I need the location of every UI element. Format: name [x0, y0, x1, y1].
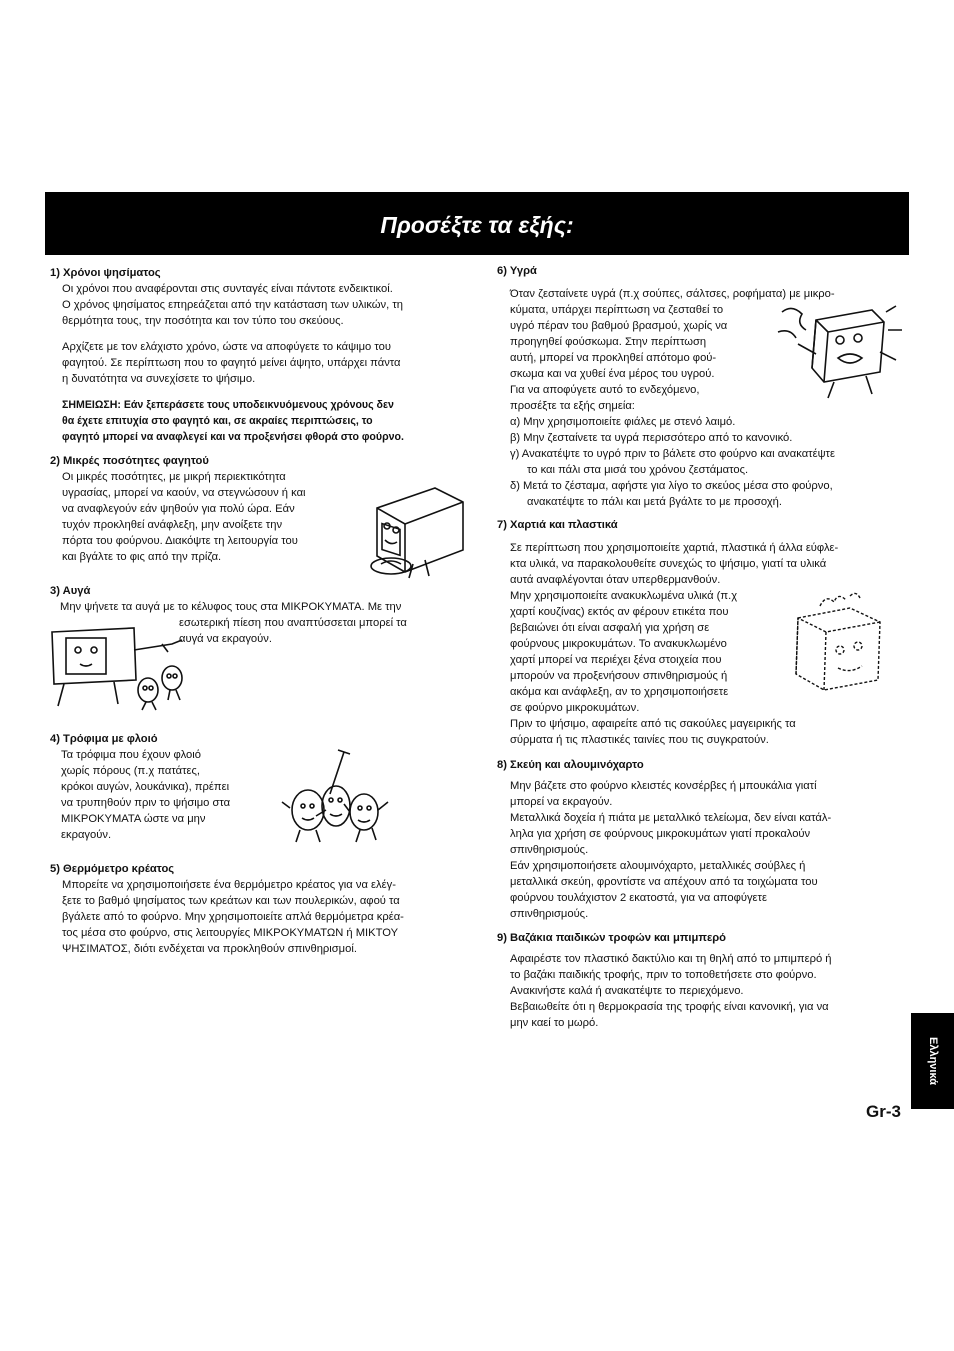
section-3-heading: 3) Αυγά: [50, 585, 91, 597]
list-item: το και πάλι στα μισά του χρόνου ζεστάματος.: [527, 464, 749, 476]
text-line: θερμότητα τους, την ποσότητα και τον τύπο του σκεύους.: [62, 315, 344, 327]
section-5-heading: 5) Θερμόμετρο κρέατος: [50, 863, 175, 875]
text-line: μην καεί το μωρό.: [510, 1017, 599, 1029]
text-line: αυγά να εκραγούν.: [179, 633, 272, 645]
text-line: να τρυπηθούν πριν το ψήσιμο στα: [61, 797, 231, 809]
text-line: ΣΗΜΕΙΩΣΗ: Εάν ξεπεράσετε τους υποδεικνυόμενους χρόνους δεν: [62, 399, 394, 411]
section-4-heading: 4) Τρόφιμα με φλοιό: [50, 733, 158, 745]
text-line: βγάλετε από το φούρνο. Μην χρησιμοποιείτε απλά θερμόμετρα κρέα-: [62, 911, 404, 923]
section-1-note: [62, 397, 404, 445]
microwave-and-eggs-illustration: [44, 620, 190, 712]
text-line: κτα υλικά, να παρακολουθείτε συνεχώς το ψήσιμο, γιατί τα υλικά: [510, 558, 827, 570]
text-line: Οι χρόνοι που αναφέρονται στις συνταγές είναι πάντοτε ενδεικτικοί.: [62, 283, 393, 295]
section-1-paragraph-1: [62, 281, 403, 329]
section-3-line-1: [60, 599, 401, 615]
microwave-with-plate-illustration: [365, 480, 470, 585]
text-line: βεβαιώνει ότι είναι ασφαλή για χρήση σε: [510, 622, 710, 634]
text-line: κρόκοι αυγών, λουκάνικα), πρέπει: [61, 781, 230, 793]
text-line: Τα τρόφιμα που έχουν φλοιό: [61, 749, 201, 761]
list-item: δ) Μετά το ζέσταμα, αφήστε για λίγο το σκεύος μέσα στο φούρνο,: [510, 480, 833, 492]
text-line: χωρίς πόρους (π.χ πατάτες,: [61, 765, 200, 777]
text-line: σε φούρνο μικροκυμάτων.: [510, 702, 640, 714]
text-line: φαγητό μπορεί να αναφλεγεί και να προξενήσει φθορά στο φούρνο.: [62, 431, 404, 443]
text-line: Οι μικρές ποσότητες, με μικρή περιεκτικότητα: [62, 471, 286, 483]
text-line: χαρτί μπορεί να περιέχει ξένα στοιχεία που: [510, 654, 722, 666]
text-line: χαρτί κουζίνας) εκτός αν φέρουν ετικέτα που: [510, 606, 729, 618]
text-line: Ο χρόνος ψησίματος επηρεάζεται από την κατάσταση των υλικών, τη: [62, 299, 403, 311]
text-line: Όταν ζεσταίνετε υγρά (π.χ σούπες, σάλτσες, ροφήματα) με μικρο-: [510, 288, 835, 300]
section-6-heading: 6) Υγρά: [497, 265, 537, 277]
text-line: φαγητού. Σε περίπτωση που το φαγητό μείνει άψητο, υπάρχει πάντα: [62, 357, 401, 369]
section-7-paragraph-2: [510, 588, 737, 716]
text-line: Αρχίζετε με τον ελάχιστο χρόνο, ώστε να αποφύγετε το κάψιμο του: [62, 341, 391, 353]
text-line: μπορούν να προξενήσουν σπινθηρισμούς ή: [510, 670, 728, 682]
text-line: ληλα για χρήση σε φούρνους μικροκυμάτων γιατί προκαλούν: [510, 828, 811, 840]
text-line: Για να αποφύγετε αυτό το ενδεχόμενο,: [510, 384, 700, 396]
text-line: μπορεί να εκραγούν.: [510, 796, 613, 808]
text-line: ξετε το βαθμό ψησίματος των κρεάτων και των πουλερικών, αφού τα: [62, 895, 400, 907]
text-line: Ανακινήστε καλά ή ανακατέψτε το περιεχόμενο.: [510, 985, 744, 997]
section-4-paragraph: [61, 747, 230, 843]
text-line: Σε περίπτωση που χρησιμοποιείτε χαρτιά, πλαστικά ή άλλα εύφλε-: [510, 542, 839, 554]
text-line: Μπορείτε να χρησιμοποιήσετε ένα θερμόμετρο κρέατος για να ελέγ-: [62, 879, 396, 891]
text-line: το βαζάκι παιδικής τροφής, πριν το τοποθετήσετε στο φούρνο.: [510, 969, 817, 981]
text-line: και βγάλτε το φις από την πρίζα.: [62, 551, 222, 563]
section-5-paragraph: [62, 877, 404, 957]
section-2-heading: 2) Μικρές ποσότητες φαγητού: [50, 455, 209, 467]
section-3-paragraph: [179, 615, 407, 647]
section-8-heading: 8) Σκεύη και αλουμινόχαρτο: [497, 759, 644, 771]
section-8-paragraph: [510, 778, 831, 922]
section-9-heading: 9) Βαζάκια παιδικών τροφών και μπιμπερό: [497, 932, 727, 944]
section-7-paragraph-3: [510, 716, 796, 748]
text-line: εσωτερική πίεση που αναπτύσσεται μπορεί τα: [179, 617, 407, 629]
text-line: Μην χρησιμοποιείτε ανακυκλωμένα υλικά (π.χ: [510, 590, 738, 602]
list-item: β) Μην ζεσταίνετε τα υγρά περισσότερο από το κανονικό.: [510, 432, 793, 444]
text-line: ακόμα και ανάφλεξη, αν το χρησιμοποιήσετε: [510, 686, 729, 698]
text-line: Βεβαιωθείτε ότι η θερμοκρασία της τροφής είναι κανονική, για να: [510, 1001, 829, 1013]
text-line: υγρασίας, μπορεί να καούν, να στεγνώσουν ή και: [62, 487, 306, 499]
section-9-paragraph: [510, 951, 832, 1031]
text-line: Μην ψήνετε τα αυγά με το κέλυφος τους στα ΜΙΚΡΟΚΥΜΑΤΑ. Με την: [60, 601, 402, 613]
page-title: Προσέξτε τα εξής:: [380, 212, 574, 238]
text-line: Εάν χρησιμοποιήσετε αλουμινόχαρτο, μεταλλικές σούβλες ή: [510, 860, 806, 872]
text-line: σπινθηρισμούς.: [510, 844, 589, 856]
list-item: α) Μην χρησιμοποιείτε φιάλες με στενό λαιμό.: [510, 416, 736, 428]
text-line: τος μέσα στο φούρνο, στις λειτουργίες ΜΙΚΡΟΚΥΜΑΤΩΝ ή ΜΙΚΤΟΥ: [62, 927, 399, 939]
list-item: ανακατέψτε το πάλι και μετά βγάλτε το με προσοχή.: [527, 496, 783, 508]
text-line: η δυνατότητα να συνεχίσετε το ψήσιμο.: [62, 373, 256, 385]
text-line: εκραγούν.: [61, 829, 112, 841]
language-tab: [911, 1013, 954, 1109]
text-line: Μεταλλικά δοχεία ή πιάτα με μεταλλικό τελείωμα, δεν είναι κατάλ-: [510, 812, 832, 824]
language-tab-label: Ελληνικά: [926, 1037, 939, 1085]
text-line: φούρνου τουλάχιστον 2 εκατοστά, για να αποφύγετε: [510, 892, 767, 904]
text-line: ΜΙΚΡΟΚΥΜΑΤΑ ώστε να μην: [61, 813, 206, 825]
title-bar: [45, 192, 909, 255]
burning-paper-microwave-illustration: [790, 588, 890, 693]
text-line: πόρτα του φούρνου. Διακόψτε τη λειτουργία του: [62, 535, 298, 547]
boiling-liquid-microwave-illustration: [776, 302, 906, 402]
text-line: Αφαιρέστε τον πλαστικό δακτύλιο και τη θηλή από το μπιμπερό ή: [510, 953, 832, 965]
pierced-potatoes-illustration: [280, 748, 392, 848]
text-line: Πριν το ψήσιμο, αφαιρείτε από τις σακούλες μαγειρικής τα: [510, 718, 796, 730]
text-line: υγρό πέραν του βαθμού βρασμού, χωρίς να: [510, 320, 728, 332]
section-7-heading: 7) Χαρτιά και πλαστικά: [497, 519, 618, 531]
text-line: αυτή, μπορεί να προκληθεί απότομο φού-: [510, 352, 717, 364]
text-line: ΨΗΣΙΜΑΤΟΣ, διότι ενδέχεται να προκληθούν σπινθηρισμοί.: [62, 943, 357, 955]
section-2-paragraph: [62, 469, 306, 565]
text-line: σπινθηρισμούς.: [510, 908, 589, 920]
section-6-list: [510, 414, 835, 510]
text-line: τυχόν προκληθεί ανάφλεξη, μην ανοίξετε την: [62, 519, 283, 531]
section-1-paragraph-2: [62, 339, 401, 387]
text-line: μεταλλικά σκεύη, φροντίστε να απέχουν από τα τοιχώματα του: [510, 876, 818, 888]
text-line: θα έχετε επιτυχία στο φαγητό και, σε ακραίες περιπτώσεις, το: [62, 415, 373, 427]
text-line: αυτά αναφλέγονται όταν υπερθερμανθούν.: [510, 574, 721, 586]
text-line: να αναφλεγούν εάν ψηθούν για πολύ ώρα. Εάν: [62, 503, 295, 515]
text-line: κύματα, υπάρχει περίπτωση να ζεσταθεί το: [510, 304, 724, 316]
page-number: Gr-3: [866, 1102, 901, 1121]
list-item: γ) Ανακατέψτε το υγρό πριν το βάλετε στο φούρνο και ανακατέψτε: [510, 448, 835, 460]
text-line: σύρματα ή τις πλαστικές ταινίες που τις συγκρατούν.: [510, 734, 769, 746]
text-line: φούρνους μικροκυμάτων. Το ανακυκλωμένο: [510, 638, 727, 650]
text-line: σκωμα και να χυθεί ένα μέρος του υγρού.: [510, 368, 715, 380]
text-line: προηγηθεί φούσκωμα. Στην περίπτωση: [510, 336, 707, 348]
section-1-heading: 1) Χρόνοι ψησίματος: [50, 267, 161, 279]
section-7-paragraph-1: [510, 540, 838, 588]
text-line: Μην βάζετε στο φούρνο κλειστές κονσέρβες ή μπουκάλια γιατί: [510, 780, 817, 792]
text-line: προσέξτε τα εξής σημεία:: [510, 400, 635, 412]
